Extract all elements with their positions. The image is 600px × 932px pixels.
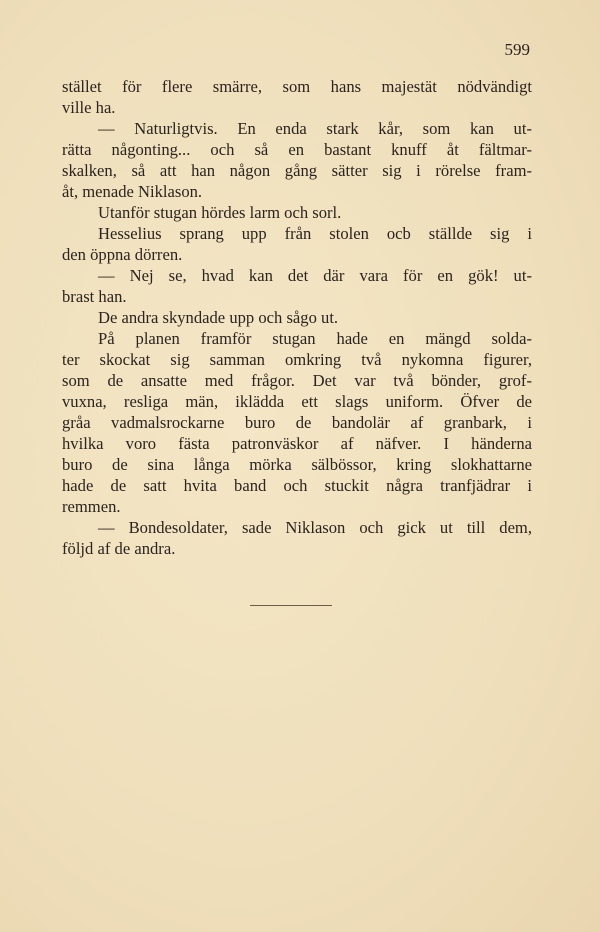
text-line: rätta någonting... och så en bastant knuff åt fältmar- [62, 140, 532, 159]
text-line: ville ha. [62, 98, 116, 117]
end-rule [250, 605, 332, 606]
text-line: remmen. [62, 497, 121, 516]
text-line: — Nej se, hvad kan det där vara för en gök! ut- [98, 266, 532, 285]
text-line: — Naturligtvis. En enda stark kår, som kan ut- [98, 119, 532, 138]
text-line: åt, menade Niklason. [62, 182, 203, 201]
text-line: hade de satt hvita band och stuckit några tranfjädrar i [62, 476, 532, 495]
text-line: De andra skyndade upp och sågo ut. [98, 308, 339, 327]
text-line: brast han. [62, 287, 127, 306]
text-line: Hesselius sprang upp från stolen ocb ställde sig i [98, 224, 532, 243]
page-number: 599 [504, 40, 530, 59]
text-line: hvilka voro fästa patronväskor af näfver. I händerna [62, 434, 532, 453]
text-line: — Bondesoldater, sade Niklason och gick ut till dem, [98, 518, 532, 537]
text-line: följd af de andra. [62, 539, 176, 558]
text-line: ter skockat sig samman omkring två nykomna figurer, [62, 350, 532, 369]
text-line: buro de sina långa mörka sälbössor, kring slokhattarne [62, 455, 532, 474]
text-line: vuxna, resliga män, iklädda ett slags uniform. Öfver de [62, 392, 532, 411]
text-line: gråa vadmalsrockarne buro de bandolär af granbark, i [62, 413, 532, 432]
text-line: stället för flere smärre, som hans majestät nödvändigt [62, 77, 532, 96]
text-line: Utanför stugan hördes larm och sorl. [98, 203, 342, 222]
text-body [62, 76, 532, 559]
text-line: På planen framför stugan hade en mängd solda- [98, 329, 532, 348]
text-line: skalken, så att han någon gång sätter sig i rörelse fram- [62, 161, 532, 180]
text-line: som de ansatte med frågor. Det var två bönder, grof- [62, 371, 532, 390]
text-line: den öppna dörren. [62, 245, 183, 264]
